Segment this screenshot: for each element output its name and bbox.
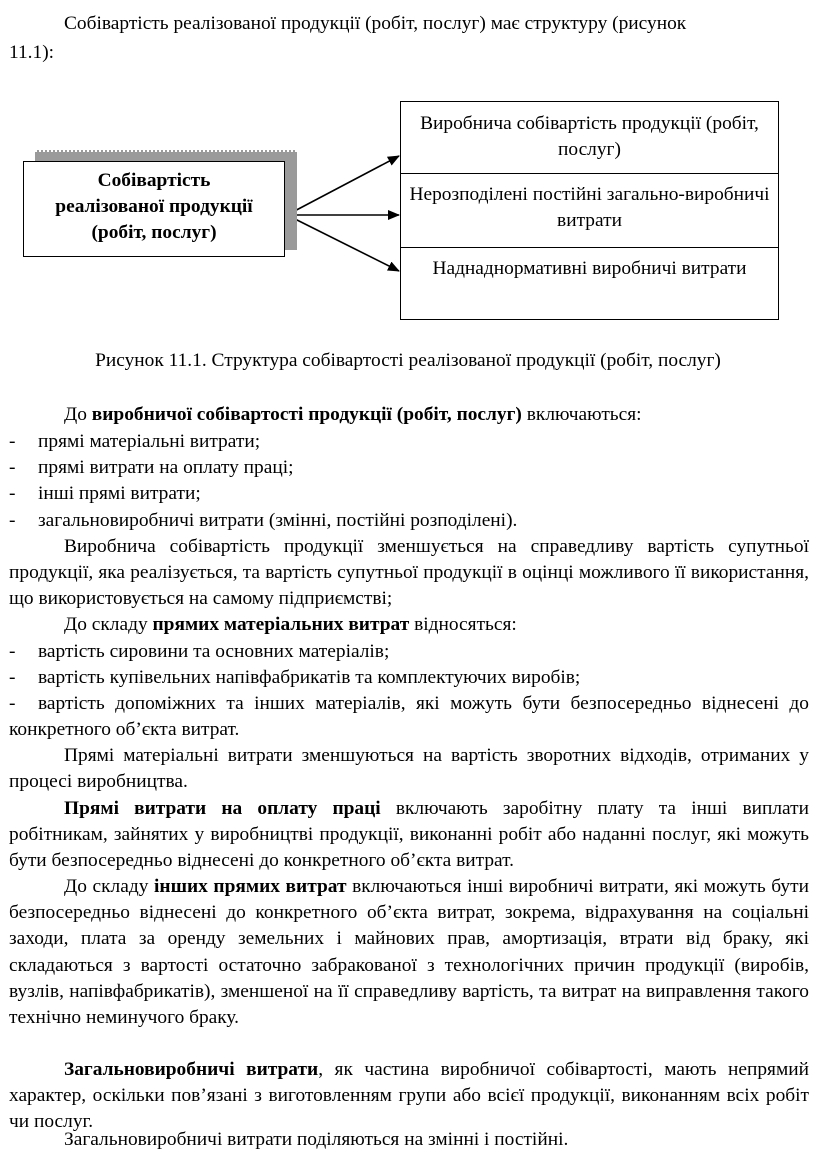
arrow-to-excess-costs xyxy=(287,215,399,271)
structure-diagram xyxy=(0,90,816,330)
components-group xyxy=(400,101,779,320)
section1-intro: До виробничої собівартості продукції (робіт, послуг) включаються: xyxy=(64,404,642,425)
main-cost-label: Собівартість реалізованої продукції (робіт, послуг) xyxy=(55,170,253,243)
list-item: - прямі матеріальні витрати; xyxy=(9,431,261,452)
fixed-overhead-box: Нерозподілені постійні загально-виробничі витрати xyxy=(401,174,778,248)
paragraph-other-direct: До складу інших прямих витрат включаються інші виробничі витрати, які можуть бути безпосередньо віднесені до конкретного об’єкта витрат, зокрема, відрахування на соціальні заходи, плата за оренду земельних і майнових прав, амортизація, втрати від браку, які складаються з вартості остаточно забракованої з технологічних причин продукції (виробів, вузлів, напівфабрикатів), зменшеної на її справедливу вартість, та витрат на виправлення такого технічно неминучого браку. xyxy=(9,876,809,1029)
paragraph-last: Загальновиробничі витрати поділяються на змінні і постійні. xyxy=(64,1129,569,1150)
intro-line-1: Собівартість реалізованої продукції (робіт, послуг) має структуру (рисунок xyxy=(64,13,687,34)
list-item: - прямі витрати на оплату праці; xyxy=(9,457,294,478)
list-item: - інші прямі витрати; xyxy=(9,483,201,504)
paragraph-material-reduction: Прямі матеріальні витрати зменшуються на вартість зворотних відходів, отриманих у процесі виробництва. xyxy=(9,745,809,793)
arrow-to-production-cost xyxy=(287,156,399,215)
production-cost-box: Виробнича собівартість продукції (робіт, послуг) xyxy=(401,102,778,174)
main-cost-box xyxy=(23,161,285,257)
list-item: - загальновиробничі витрати (змінні, постійні розподілені). xyxy=(9,510,518,531)
figure-caption: Рисунок 11.1. Структура собівартості реалізованої продукції (робіт, послуг) xyxy=(95,350,721,371)
paragraph-reduction: Виробнича собівартість продукції зменшується на справедливу вартість супутньої продукції, яка реалізується, та вартість супутньої продукції в оцінці можливого її використання, що використовується на самому підприємстві; xyxy=(9,536,809,610)
section2-intro: До складу прямих матеріальних витрат відносяться: xyxy=(64,614,517,635)
excess-costs-box: Наднаднормативні виробничі витрати xyxy=(432,258,747,279)
paragraph-overhead: Загальновиробничі витрати, як частина виробничої собівартості, мають непрямий характер, оскільки пов’язані з виготовленням групи або всієї продукції, виконанням всіх робіт чи послуг. xyxy=(9,1059,809,1133)
list-item: - вартість сировини та основних матеріалів; xyxy=(9,641,390,662)
list-item: - вартість купівельних напівфабрикатів та комплектуючих виробів; xyxy=(9,667,581,688)
intro-line-2: 11.1): xyxy=(9,42,55,63)
paragraph-labor: Прямі витрати на оплату праці включають заробітну плату та інші виплати робітникам, зайнятих у виробництві продукції, виконанні робіт або наданні послуг, які можуть бути безпосередньо віднесені до конкретного об’єкта витрат. xyxy=(9,798,809,872)
list-item-wrapped: - вартість допоміжних та інших матеріалів, які можуть бути безпосередньо віднесені до конкретного об’єкта витрат. xyxy=(9,693,809,741)
